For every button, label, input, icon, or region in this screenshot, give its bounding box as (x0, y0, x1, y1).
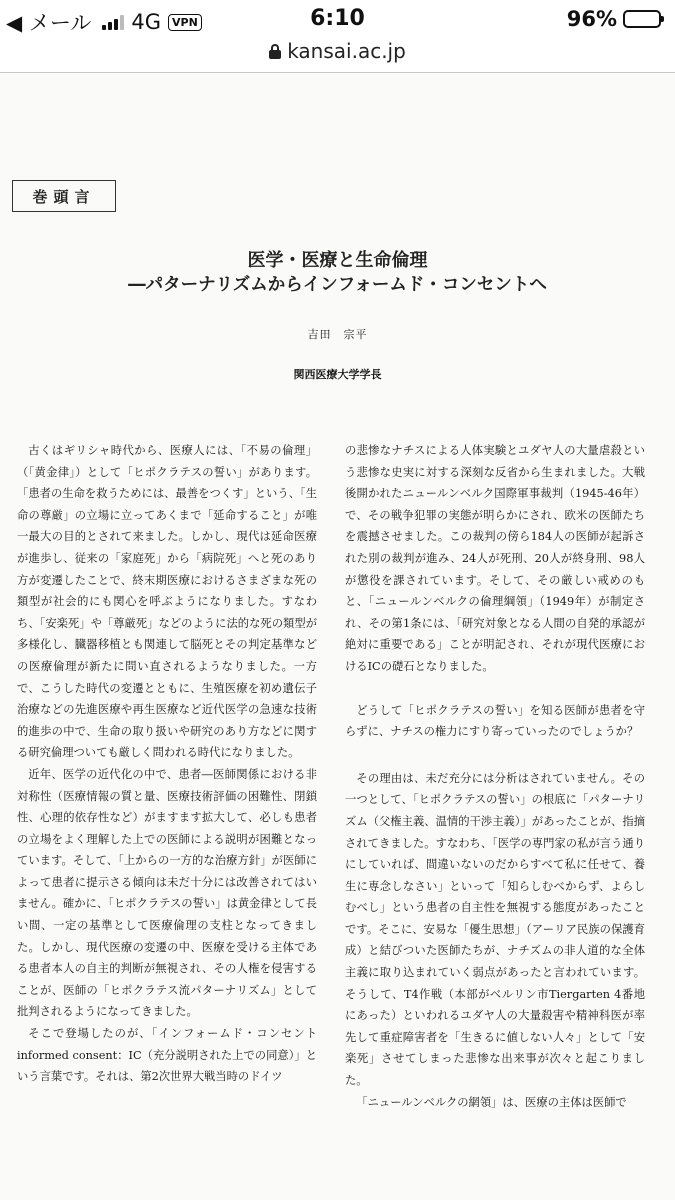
article-subtitle: ―パターナリズムからインフォームド・コンセントへ (128, 275, 547, 295)
section-label: 巻頭言 (12, 180, 116, 212)
paragraph: の悲惨なナチスによる人体実験とユダヤ人の大量虐殺という悲惨な史実に対する深刻な反省から生まれました。大戦後開かれたニュールンベルク国際軍事裁判（1945-46年）で、その戦争犯罪の実態が明らかにされ、欧米の医師たちを震撼させました。この裁判の傍ら184人の医師が起訴された別の裁判が進み、24人が死刑、20人が終身刑、98人が懲役を課されています。そして、その厳しい戒めのもと、「ニュールンベルクの倫理綱領」（1949年）が制定され、その第1条には、「研究対象となる人間の自発的承認が絶対に重要である」ことが明記され、それが現代医療におけるICの礎石となりました。 (345, 444, 645, 673)
document-page (0, 74, 675, 1200)
toolbar-divider (0, 72, 675, 73)
author-affiliation: 関西医療大学学長 (293, 368, 382, 381)
right-column (345, 440, 645, 1113)
battery-percent: 96% (566, 7, 617, 31)
back-to-mail-link[interactable]: ◀ メール (6, 11, 92, 35)
author-name: 吉田 宗平 (307, 328, 368, 341)
paragraph: 古くはギリシャ時代から、医療人には、「不易の倫理」（「黄金律」）として「ヒポクラテスの誓い」があります。「患者の生命を救うためには、最善をつくす」という、「生命の尊厳」の立場に立ってあくまで「延命すること」が唯一最大の目的とされて来ました。しかし、現代は延命医療が進歩し、従来の「家庭死」から「病院死」へと死のあり方が変遷したことで、終末期医療におけるさまざまな死の類型が社会的にも関心を呼ぶようになりました。すなわち、「安楽死」や「尊厳死」などのように法的な死の類型が多様化し、臓器移植とも関連して脳死とその判定基準などの医療倫理が新たに問い直されるようなりました。一方で、こうした時代の変遷とともに、生殖医療を初め遺伝子治療などの先進医療や再生医療など近代医学の急速な技術的進歩の中で、生命の取り扱いや研究のあり方などに関する研究倫理ついても厳しく問われる時代になりました。 (17, 444, 317, 760)
network-type: 4G (131, 10, 162, 34)
address-bar[interactable] (0, 36, 675, 66)
lock-icon (269, 44, 281, 58)
left-column (17, 440, 317, 1088)
paragraph: その理由は、未だ充分には分析はされていません。その一つとして、「ヒポクラテスの誓い」の根底に「パターナリズム（父権主義、温情的干渉主義）」があったことが、指摘されてきました。すなわち、「医学の専門家の私が言う通りにしていれば、間違いないのだからすべて私に任せて、養生に専念しなさい」といって「知らしむべからず、よらしむべし」という患者の自主性を無視する態度があったことです。そこに、安易な「優生思想」（アーリア民族の保護育成）と結びついた医師たちが、ナチズムの非人道的な全体主義に取り込まれていく弱点があったと言われています。そうして、T4作戦（本部がベルリン市Tiergarten 4番地にあった）といわれるユダヤ人の大量殺害や精神科医が率先して重症障害者を「生きるに値しない人々」として「安楽死」させてしまった悲惨な出来事が次々と起こりました。 (345, 771, 645, 1088)
paragraph: どうして「ヒポクラテスの誓い」を知る医師が患者を守らずに、ナチスの権力にすり寄っていったのでしょうか？ (345, 703, 645, 739)
battery-icon (623, 10, 661, 28)
article-title: 医学・医療と生命倫理 (247, 250, 428, 271)
page-domain[interactable]: kansai.ac.jp (287, 39, 406, 63)
paragraph: そこで登場したのが、「インフォームド・コンセント informed consent：IC（充分説明された上での同意）」という言葉です。それは、第2次世界大戦当時のドイツ (17, 1027, 317, 1084)
paragraph: 近年、医学の近代化の中で、患者―医師関係における非対称性（医療情報の質と量、医療技術評価の困難性、閉鎖性、心理的依存性など）がますます拡大して、必しも患者の立場をよく理解した上での医師による説明が困難となっています。そして、「上からの一方的な治療方針」が医師によって患者に提示さる傾向は未だ十分には改善されてはいません。確かに、「ヒポクラテスの誓い」は黄金律として長い間、一定の基準として医療倫理の支柱となってきました。しかし、現代医療の変遷の中、医療を受ける主体である患者本人の自主的判断が無視され、その人権を侵害することが、医師の「ヒポクラテス流パターナリズム」として批判されるようになってきました。 (17, 767, 317, 1019)
paragraph: 「ニュールンベルクの網領」は、医療の主体は医師で (356, 1095, 627, 1109)
clock: 6:10 (310, 6, 365, 31)
status-right (567, 7, 661, 31)
status-bar (0, 0, 675, 38)
vpn-badge: VPN (168, 14, 202, 31)
